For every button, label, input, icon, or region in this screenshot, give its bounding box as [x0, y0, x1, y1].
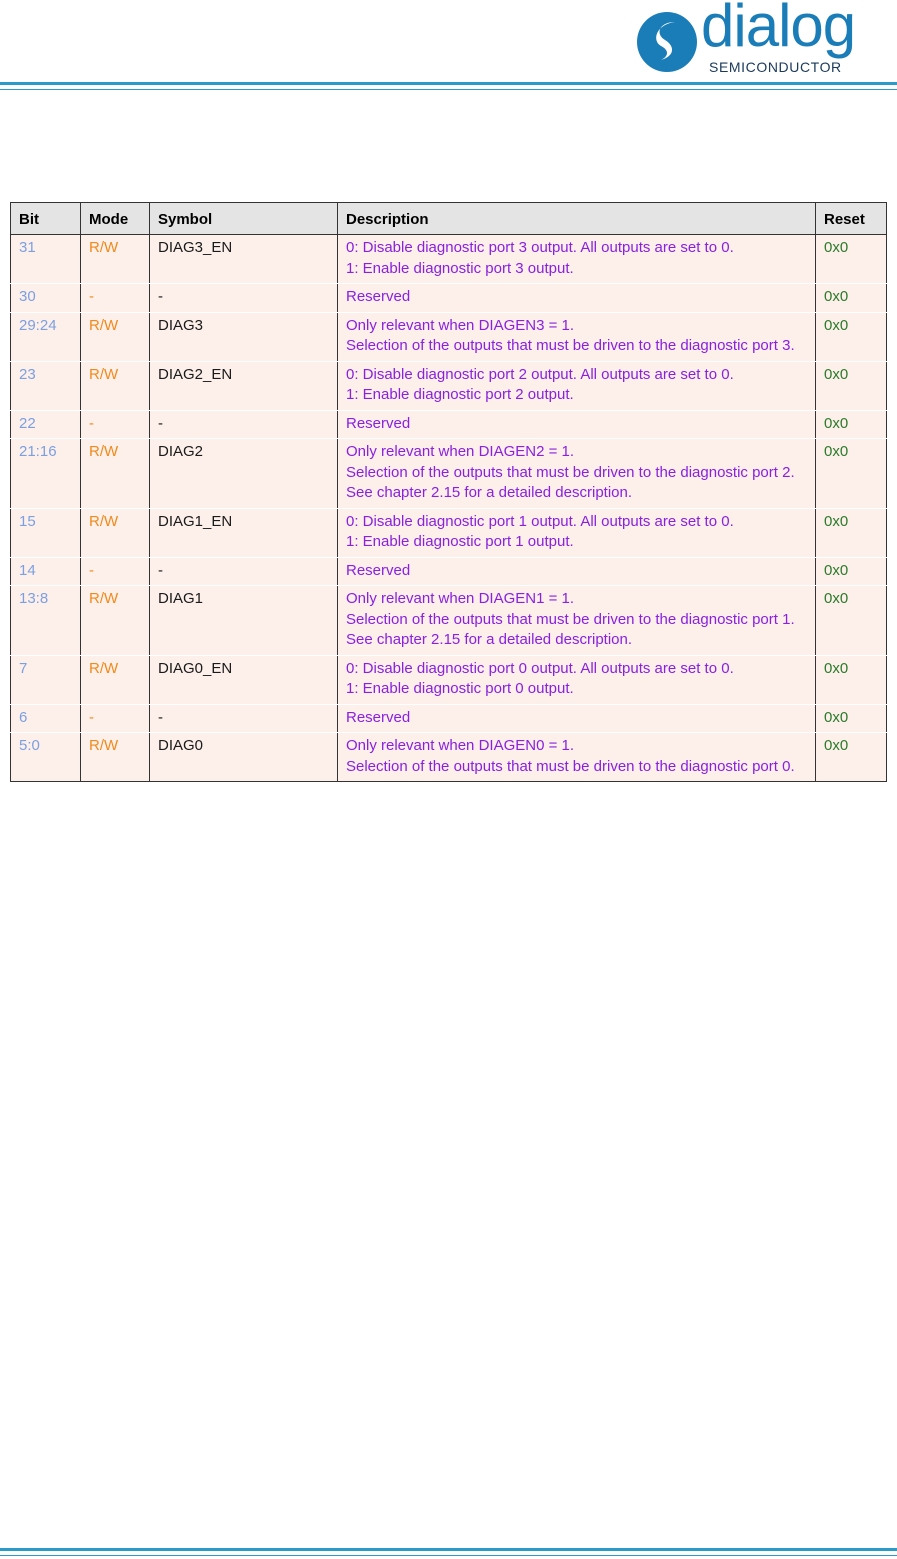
footer-rule [0, 1548, 897, 1551]
cell-bit: 13:8 [11, 586, 81, 656]
cell-description: Only relevant when DIAGEN2 = 1. Selection of the outputs that must be driven to the diagnostic port 2. See chapter 2.15 for a detailed description. [338, 439, 816, 509]
logo-subtitle: SEMICONDUCTOR [709, 59, 842, 75]
cell-reset: 0x0 [816, 312, 887, 361]
cell-reset: 0x0 [816, 704, 887, 733]
cell-mode: - [81, 704, 150, 733]
cell-symbol: DIAG2 [150, 439, 338, 509]
cell-symbol: DIAG3_EN [150, 235, 338, 284]
cell-mode: R/W [81, 439, 150, 509]
table-header-row [11, 203, 887, 235]
register-table [10, 202, 887, 782]
cell-description: 0: Disable diagnostic port 2 output. All outputs are set to 0. 1: Enable diagnostic port 2 output. [338, 361, 816, 410]
table-row [11, 655, 887, 704]
cell-description: 0: Disable diagnostic port 3 output. All outputs are set to 0. 1: Enable diagnostic port 3 output. [338, 235, 816, 284]
cell-symbol: DIAG1 [150, 586, 338, 656]
cell-reset: 0x0 [816, 557, 887, 586]
cell-symbol: DIAG0 [150, 733, 338, 782]
cell-description: Reserved [338, 704, 816, 733]
cell-description: 0: Disable diagnostic port 1 output. All outputs are set to 0. 1: Enable diagnostic port 1 output. [338, 508, 816, 557]
logo-mark-icon [635, 10, 699, 74]
cell-bit: 21:16 [11, 439, 81, 509]
cell-mode: R/W [81, 733, 150, 782]
cell-description: 0: Disable diagnostic port 0 output. All outputs are set to 0. 1: Enable diagnostic port 0 output. [338, 655, 816, 704]
cell-description: Reserved [338, 410, 816, 439]
cell-description: Reserved [338, 284, 816, 313]
cell-reset: 0x0 [816, 410, 887, 439]
header-symbol: Symbol [150, 203, 338, 235]
cell-symbol: DIAG2_EN [150, 361, 338, 410]
cell-reset: 0x0 [816, 361, 887, 410]
cell-symbol: - [150, 284, 338, 313]
cell-bit: 23 [11, 361, 81, 410]
cell-reset: 0x0 [816, 284, 887, 313]
logo-wordmark: dialog [701, 0, 856, 59]
cell-description: Only relevant when DIAGEN0 = 1. Selection of the outputs that must be driven to the diagnostic port 0. [338, 733, 816, 782]
table-row [11, 586, 887, 656]
header-description: Description [338, 203, 816, 235]
table-row [11, 557, 887, 586]
cell-reset: 0x0 [816, 508, 887, 557]
table-row [11, 733, 887, 782]
cell-bit: 7 [11, 655, 81, 704]
cell-bit: 5:0 [11, 733, 81, 782]
header-bit: Bit [11, 203, 81, 235]
table-row [11, 312, 887, 361]
cell-mode: - [81, 410, 150, 439]
cell-symbol: - [150, 557, 338, 586]
cell-mode: R/W [81, 508, 150, 557]
cell-mode: R/W [81, 655, 150, 704]
cell-description: Reserved [338, 557, 816, 586]
table-row [11, 439, 887, 509]
cell-bit: 22 [11, 410, 81, 439]
table-row [11, 235, 887, 284]
table-row [11, 704, 887, 733]
cell-bit: 14 [11, 557, 81, 586]
header-rule-thin [0, 89, 897, 90]
cell-reset: 0x0 [816, 235, 887, 284]
cell-symbol: DIAG3 [150, 312, 338, 361]
cell-description: Only relevant when DIAGEN3 = 1. Selection of the outputs that must be driven to the diagnostic port 3. [338, 312, 816, 361]
cell-symbol: DIAG1_EN [150, 508, 338, 557]
cell-bit: 29:24 [11, 312, 81, 361]
cell-bit: 6 [11, 704, 81, 733]
cell-mode: R/W [81, 235, 150, 284]
cell-mode: - [81, 284, 150, 313]
cell-symbol: DIAG0_EN [150, 655, 338, 704]
table-row [11, 508, 887, 557]
footer-rule-thin [0, 1555, 897, 1556]
cell-bit: 15 [11, 508, 81, 557]
cell-mode: R/W [81, 586, 150, 656]
cell-reset: 0x0 [816, 655, 887, 704]
cell-bit: 31 [11, 235, 81, 284]
cell-mode: - [81, 557, 150, 586]
cell-reset: 0x0 [816, 439, 887, 509]
cell-symbol: - [150, 410, 338, 439]
cell-description: Only relevant when DIAGEN1 = 1. Selection of the outputs that must be driven to the diagnostic port 1. See chapter 2.15 for a detailed description. [338, 586, 816, 656]
table-row [11, 361, 887, 410]
table-row [11, 410, 887, 439]
cell-reset: 0x0 [816, 586, 887, 656]
header-mode: Mode [81, 203, 150, 235]
header-reset: Reset [816, 203, 887, 235]
table-row [11, 284, 887, 313]
header-rule [0, 82, 897, 85]
dialog-semiconductor-logo [635, 0, 885, 78]
cell-bit: 30 [11, 284, 81, 313]
cell-symbol: - [150, 704, 338, 733]
cell-reset: 0x0 [816, 733, 887, 782]
cell-mode: R/W [81, 361, 150, 410]
cell-mode: R/W [81, 312, 150, 361]
